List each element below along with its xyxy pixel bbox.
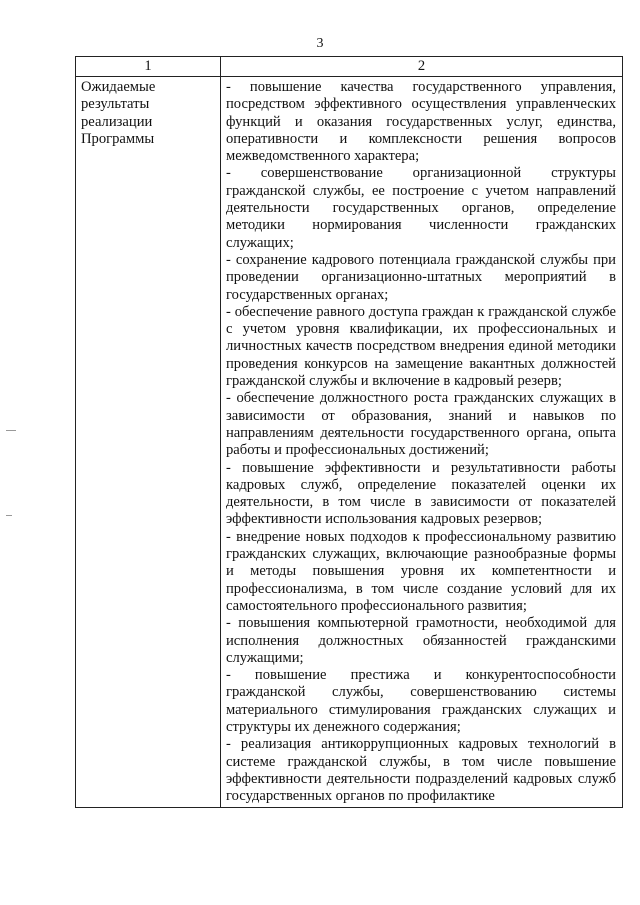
result-item: - повышение качества государственного управления, посредством эффективного осуществления управленческих функций и оказания государственных услуг, единства, оперативности и комплексности решения вопросов межведомственного характера; — [226, 79, 616, 165]
result-item: - повышения компьютерной грамотности, необходимой для исполнения должностных обязанностей гражданскими служащими; — [226, 615, 616, 666]
column-header-1: 1 — [76, 57, 221, 77]
result-item: - совершенствование организационной структуры гражданской службы, ее построение с учетом направлений деятельности государственных органов, определение методики нормирования численности гражданских служащих; — [226, 165, 616, 251]
column-header-2: 2 — [221, 57, 623, 77]
result-item: - реализация антикоррупционных кадровых технологий в системе гражданской службы, в том числе повышение эффективности деятельности подразделений кадровых служб государственных органов по профилактике — [226, 736, 616, 805]
row-label: Ожидаемые результаты реализации Программы — [76, 77, 221, 808]
result-item: - обеспечение должностного роста гражданских служащих в зависимости от образования, знаний и навыков по направлениям деятельности государственного органа, опыта работы и профессиональных достижений; — [226, 390, 616, 459]
result-item: - повышение эффективности и результативности работы кадровых служб, определение показателей оценки их деятельности, в том числе в зависимости от показателей эффективности использования кадровых резервов; — [226, 459, 616, 528]
result-item: - внедрение новых подходов к профессиональному развитию гражданских служащих, включающие разнообразные формы и методы повышения уровня их компетентности и профессионализма, в том числе создание условий для их самостоятельного профессионального развития; — [226, 528, 616, 614]
result-item: - сохранение кадрового потенциала гражданской службы при проведении организационно-штатных мероприятий в государственных органах; — [226, 251, 616, 303]
scan-mark — [6, 430, 16, 431]
scan-mark — [6, 515, 12, 516]
result-item: - обеспечение равного доступа граждан к гражданской службе с учетом уровня квалификации, их профессиональных и личностных качеств посредством внедрения единой методики проведения конкурсов на замещение вакантных должностей гражданской службы и включение в кадровый резерв; — [226, 303, 616, 390]
result-item: - повышение престижа и конкурентоспособности гражданской службы, совершенствованию системы материального стимулирования гражданских служащих и структуры их денежного содержания; — [226, 667, 616, 735]
page-number: 3 — [316, 36, 324, 51]
program-table — [75, 56, 623, 808]
table-row — [76, 77, 623, 808]
results-cell — [221, 77, 623, 808]
header-row — [76, 57, 623, 77]
